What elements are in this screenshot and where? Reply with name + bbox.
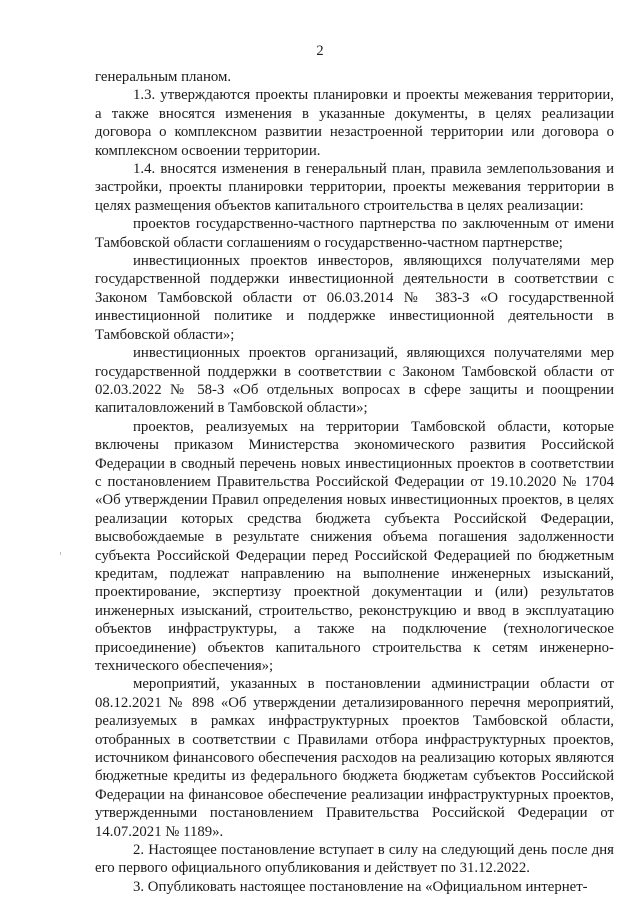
paragraph-clause-1-3: 1.3. утверждаются проекты планировки и проекты межевания территории, а также вносятся изменения в указанные документы, в целях реализации договора о комплексном развитии незастроенной территории или договора о комплексном освоении территории. — [95, 87, 614, 159]
document-body — [95, 68, 614, 896]
paragraph-continuation: генеральным планом. — [95, 69, 232, 85]
paragraph-clause-2: 2. Настоящее постановление вступает в силу на следующий день после дня его первого официального опубликования и действует по 31.12.2022. — [95, 842, 614, 877]
paragraph-clause-3: 3. Опубликовать настоящее постановление на «Официальном интернет- — [133, 878, 588, 895]
page-number: 2 — [316, 43, 324, 59]
paragraph-ppp-projects: проектов государственно-частного партнерства по заключенным от имени Тамбовской области соглашениям о государственно-частном партнерстве; — [95, 216, 614, 251]
paragraph-organization-projects: инвестиционных проектов организаций, являющихся получателями мер государственной поддержки в соответствии с Законом Тамбовской области от 02.03.2022 № 58-З «Об отдельных вопросах в сфере защиты и поощрении капиталовложений в Тамбовской области»; — [95, 345, 614, 417]
paragraph-clause-1-4: 1.4. вносятся изменения в генеральный план, правила землепользования и застройки, проекты планировки территории, проекты межевания территории в целях размещения объектов капитального строительства в целях реализации: — [95, 161, 614, 214]
paragraph-infrastructure-measures: мероприятий, указанных в постановлении администрации области от 08.12.2021 № 898 «Об утверждении детализированного перечня мероприятий, реализуемых в рамках инфраструктурных проектов Тамбовской области, отобранных в соответствии с Правилами отбора инфраструктурных проектов, источником финансового обеспечения расходов на реализацию которых являются бюджетные кредиты из федерального бюджета бюджетам субъектов Российской Федерации на финансовое обеспечение реализации инфраструктурных проектов, утвержденными постановлением Правительства Российской Федерации от 14.07.2021 № 1189». — [95, 676, 614, 840]
paragraph-investor-projects: инвестиционных проектов инвесторов, являющихся получателями мер государственной поддержки инвестиционной деятельности в соответствии с Законом Тамбовской области от 06.03.2014 № 383-З «О государственной инвестиционной политике и поддержке инвестиционной деятельности в Тамбовской области»; — [95, 253, 614, 343]
paragraph-regional-projects: проектов, реализуемых на территории Тамбовской области, которые включены приказом Министерства экономического развития Российской Федерации в сводный перечень новых инвестиционных проектов в соответствии с постановлением Правительства Российской Федерации от 19.10.2020 № 1704 «Об утверждении Правил определения новых инвестиционных проектов, в целях реализации которых средства бюджета субъекта Российской Федерации, высвобождаемые в результате снижения объема погашения задолженности субъекта Российской Федерации перед Российской Федерацией по бюджетным кредитам, подлежат направлению на выполнение инженерных изысканий, проектирование, экспертизу проектной документации и (или) результатов инженерных изысканий, строительство, реконструкцию и ввод в эксплуатацию объектов инфраструктуры, а также на подключение (технологическое присоединение) объектов капитального строительства к сетям инженерно-технического обеспечения»; — [95, 418, 614, 674]
margin-mark — [60, 552, 61, 555]
